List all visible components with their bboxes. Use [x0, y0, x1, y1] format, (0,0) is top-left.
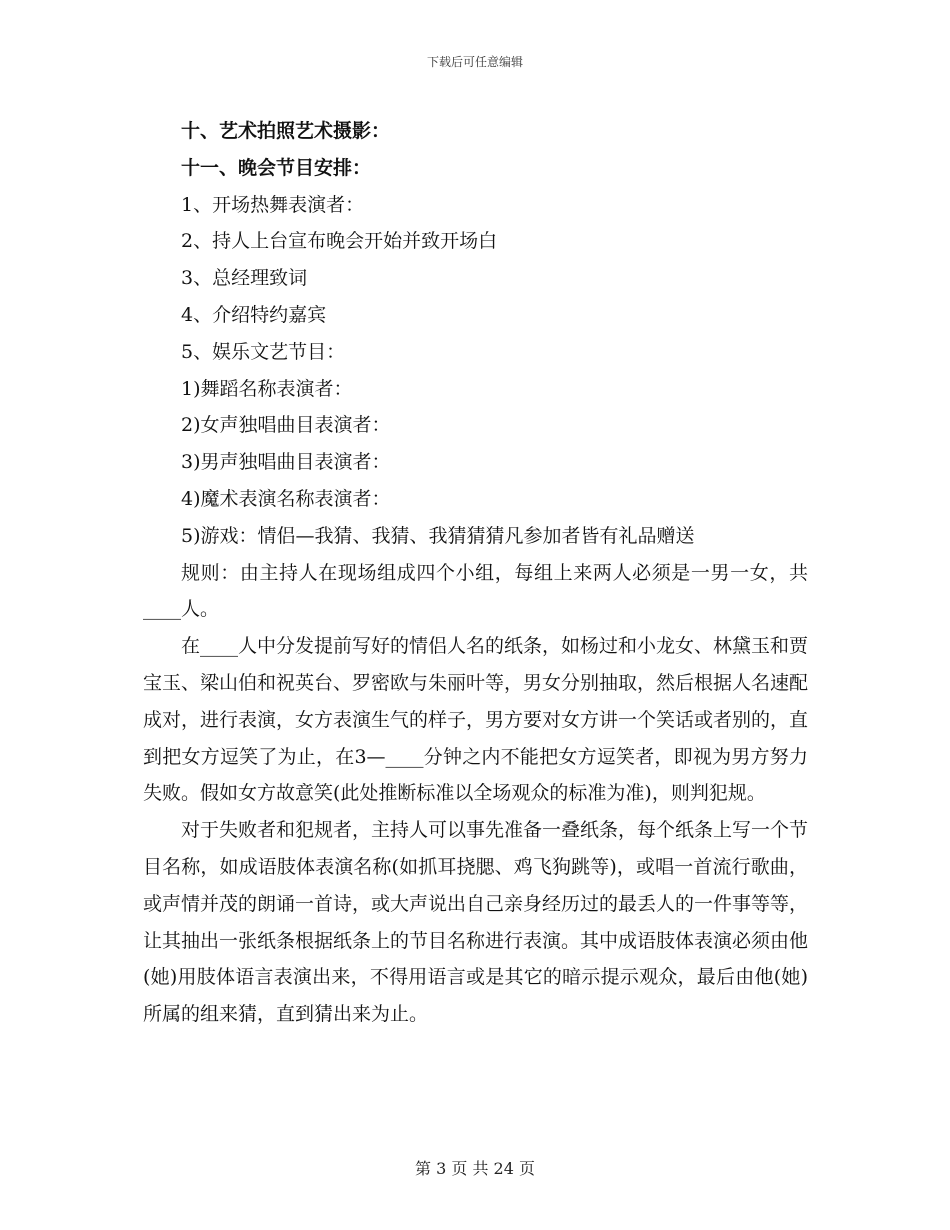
program-item-1: 1、开场热舞表演者： [181, 193, 365, 216]
page-header: 下载后可任意编辑 [426, 55, 523, 69]
rules-paragraph: 规则：由主持人在现场组成四个小组，每组上来两人必须是一男一女，共____人。 [143, 561, 808, 621]
program-item-2: 2、持人上台宣布晚会开始并致开场白 [181, 230, 498, 253]
sub-item-1: 1)舞蹈名称表演者： [181, 377, 353, 400]
sub-item-2: 2)女声独唱曲目表演者： [181, 414, 391, 437]
sub-item-3: 3)男声独唱曲目表演者： [181, 451, 391, 474]
document-body [143, 113, 808, 1033]
sub-item-5: 5)游戏：情侣—我猜、我猜、我猜猜猜凡参加者皆有礼品赠送 [181, 524, 695, 547]
sub-item-4: 4)魔术表演名称表演者： [181, 487, 391, 510]
game-paragraph: 在____人中分发提前写好的情侣人名的纸条，如杨过和小龙女、林黛玉和贾宝玉、梁山伯和祝英台、罗密欧与朱丽叶等，男女分别抽取，然后根据人名速配成对，进行表演，女方表演生气的样子，男方要对女方讲一个笑话或者别的，直到把女方逗笑了为止，在3—____分钟之内不能把女方逗笑者，即视为男方努力失败。假如女方故意笑(此处推断标准以全场观众的标准为准)，则判犯规。 [143, 635, 809, 805]
program-item-4: 4、介绍特约嘉宾 [181, 303, 327, 326]
penalty-paragraph: 对于失败者和犯规者，主持人可以事先准备一叠纸条，每个纸条上写一个节目名称，如成语肢体表演名称(如抓耳挠腮、鸡飞狗跳等)，或唱一首流行歌曲，或声情并茂的朗诵一首诗，或大声说出自己亲身经历过的最丢人的一件事等等，让其抽出一张纸条根据纸条上的节目名称进行表演。其中成语肢体表演必须由他(她)用肢体语言表演出来，不得用语言或是其它的暗示提示观众，最后由他(她)所属的组来猜，直到猜出来为止。 [143, 819, 809, 1026]
section-heading-11: 十一、晚会节目安排： [181, 156, 372, 179]
section-heading-10: 十、艺术拍照艺术摄影： [181, 120, 391, 142]
page-footer: 第 3 页 共 24 页 [415, 1159, 535, 1178]
program-item-3: 3、总经理致词 [181, 267, 308, 290]
program-item-5: 5、娱乐文艺节目： [181, 340, 346, 363]
